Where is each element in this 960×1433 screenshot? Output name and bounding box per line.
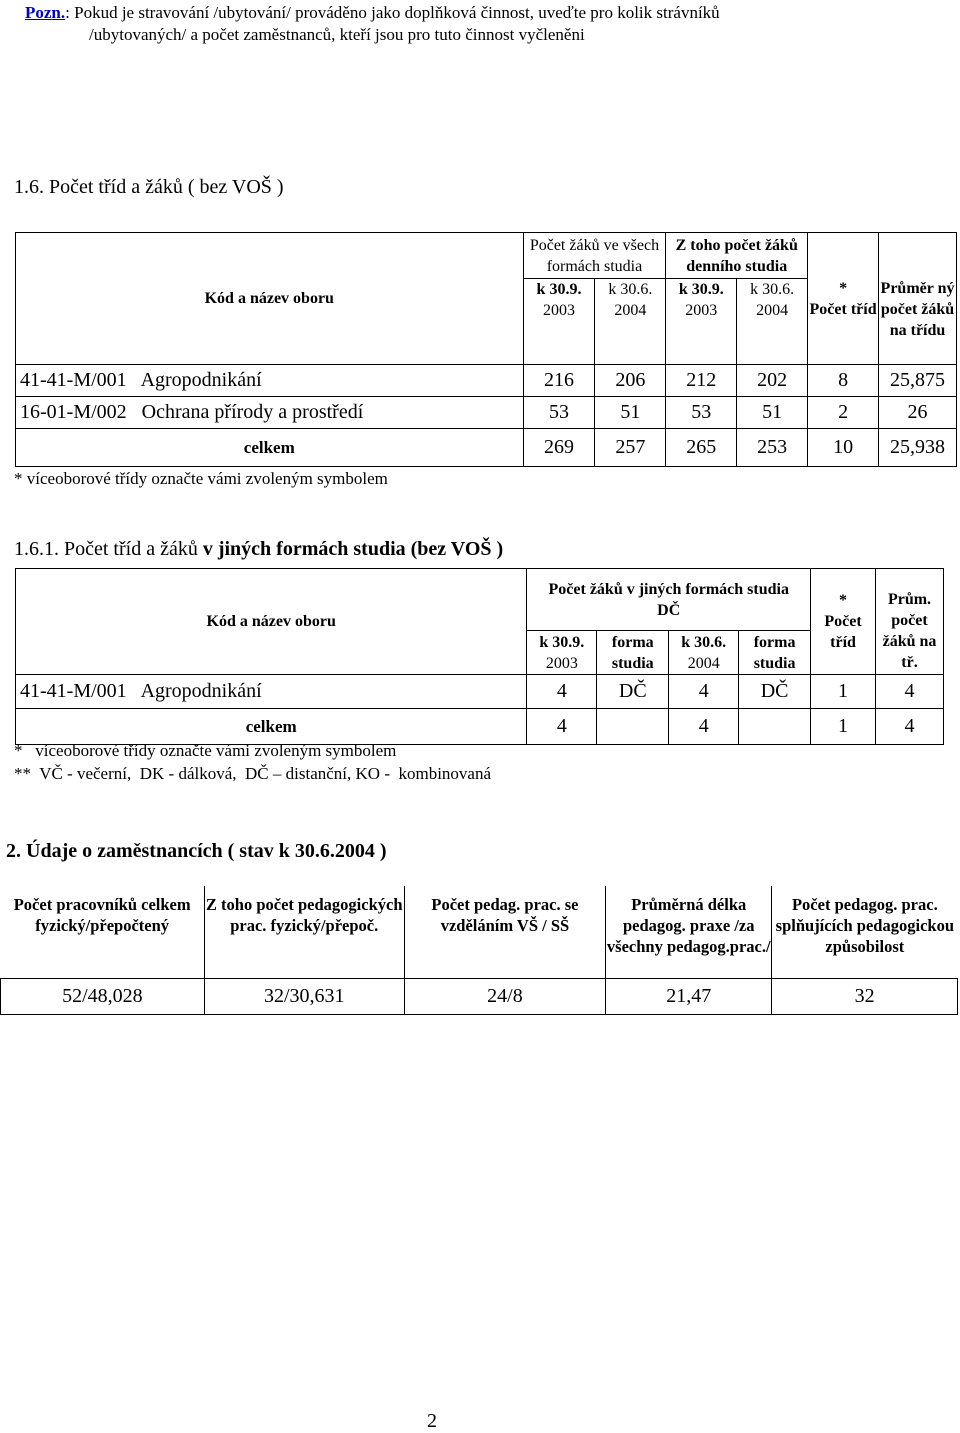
header-education: Počet pedag. prac. se vzděláním VŠ / SŠ — [404, 886, 606, 978]
row-name: Ochrana přírody a prostředí — [141, 401, 364, 423]
cell: 4 — [669, 675, 739, 709]
header-date1 — [527, 631, 597, 675]
header-form1: forma studia — [597, 631, 669, 675]
header-classes-label: Počet tříd — [824, 613, 862, 651]
cell: 1 — [811, 709, 876, 745]
cell: 25,938 — [879, 429, 957, 467]
row-code: 16-01-M/002 — [20, 401, 127, 423]
table-row — [16, 675, 944, 709]
header-other-forms — [527, 569, 811, 631]
cell: 4 — [669, 709, 739, 745]
page-number: 2 — [427, 1410, 437, 1432]
section-161-heading — [14, 538, 503, 561]
header-date1 — [523, 279, 595, 365]
header-date2-a: k 30.6. — [681, 633, 727, 651]
header-date1-a: k 30.9. — [539, 633, 585, 651]
header-avg-practice: Průměrná délka pedagog. praxe /za všechny pedagog.prac./ — [606, 886, 772, 978]
header-date4-a: k 30.6. — [750, 281, 795, 298]
cell: DČ — [597, 675, 669, 709]
header-date2-b: 2004 — [614, 302, 647, 319]
header-code: Kód a název oboru — [16, 569, 527, 675]
cell: DČ — [739, 675, 811, 709]
total-label: celkem — [16, 429, 524, 467]
header-date2 — [595, 279, 666, 365]
cell: 24/8 — [404, 978, 606, 1014]
header-date4-b: 2004 — [756, 302, 789, 319]
other-forms-table — [15, 568, 944, 745]
note: Pozn.: Pokud je stravování /ubytování/ prováděno jako doplňková činnost, uveďte pro kolik strávníků /ubytovaných/ a počet zaměstnanců, kteří jsou pro tuto činnost vyčleněni — [25, 2, 925, 46]
cell: 4 — [876, 709, 944, 745]
header-date1-b: 2003 — [543, 302, 575, 319]
cell: 8 — [808, 365, 879, 397]
row-code: 41-41-M/001 — [20, 369, 127, 391]
cell: 265 — [666, 429, 737, 467]
header-date3-b: 2003 — [685, 302, 718, 319]
cell: 269 — [523, 429, 595, 467]
cell: 52/48,028 — [1, 978, 205, 1014]
table-row — [16, 397, 957, 429]
cell: 2 — [808, 397, 879, 429]
header-form2: forma studia — [739, 631, 811, 675]
cell: 257 — [595, 429, 666, 467]
header-classes — [808, 233, 879, 365]
header-avg: Prům. počet žáků na tř. — [876, 569, 944, 675]
cell: 4 — [527, 709, 597, 745]
header-date2-b: 2004 — [687, 654, 720, 672]
cell: 202 — [737, 365, 808, 397]
header-date1-a: k 30.9. — [536, 281, 582, 298]
row-name: Agropodnikání — [140, 369, 262, 391]
cell: 216 — [523, 365, 595, 397]
footnote-2: ** VČ - večerní, DK - dálková, DČ – distanční, KO - kombinovaná — [14, 764, 492, 783]
header-qualified: Počet pedagog. prac. splňujících pedagogickou způsobilost — [772, 886, 958, 978]
cell: 51 — [595, 397, 666, 429]
section-161-heading-b: v jiných formách studia (bez VOŠ ) — [202, 538, 504, 560]
total-label: celkem — [16, 709, 527, 745]
classes-table — [15, 232, 957, 467]
cell: 51 — [737, 397, 808, 429]
header-classes-star: * — [839, 279, 848, 297]
cell: 4 — [876, 675, 944, 709]
header-classes — [811, 569, 876, 675]
header-date2-a: k 30.6. — [608, 281, 653, 298]
footnote-1: * víceoborové třídy označte vámi zvoleným symbolem — [14, 741, 397, 760]
header-of-which-day: Z toho počet žáků denního studia — [666, 233, 808, 279]
header-employees-total: Počet pracovníků celkem fyzický/přepočtený — [1, 886, 205, 978]
row-code: 41-41-M/001 — [20, 680, 127, 702]
cell: 53 — [666, 397, 737, 429]
header-date3-a: k 30.9. — [678, 281, 724, 298]
header-classes-star: * — [839, 592, 848, 609]
header-date4 — [737, 279, 808, 365]
row-code-name — [16, 365, 524, 397]
cell: 4 — [527, 675, 597, 709]
row-code-name — [16, 675, 527, 709]
header-pedagogical: Z toho počet pedagogických prac. fyzický/přepoč. — [204, 886, 404, 978]
cell: 10 — [808, 429, 879, 467]
header-all-forms: Počet žáků ve všech formách studia — [523, 233, 666, 279]
employees-table — [0, 886, 958, 1015]
cell: 32/30,631 — [204, 978, 404, 1014]
note-text-line1: Pokud je stravování /ubytování/ prováděno jako doplňková činnost, uveďte pro kolik strávníků — [69, 3, 720, 22]
header-date2 — [669, 631, 739, 675]
row-code-name — [16, 397, 524, 429]
note-label: Pozn. — [25, 3, 66, 22]
header-date3 — [666, 279, 737, 365]
section-16-heading: 1.6. Počet tříd a žáků ( bez VOŠ ) — [14, 176, 284, 198]
section-161-heading-a: 1.6.1. Počet tříd a žáků — [14, 538, 203, 560]
footnote: * víceoborové třídy označte vámi zvoleným symbolem — [14, 469, 388, 488]
cell: 26 — [879, 397, 957, 429]
cell: 25,875 — [879, 365, 957, 397]
header-date1-b: 2003 — [545, 654, 578, 672]
cell: 253 — [737, 429, 808, 467]
header-other-forms-label: Počet žáků v jiných formách studia — [548, 580, 789, 598]
table-row — [16, 365, 957, 397]
note-text-line2: /ubytovaných/ a počet zaměstnanců, kteří jsou pro tuto činnost vyčleněni — [89, 25, 585, 44]
header-dc: DČ — [657, 601, 681, 619]
cell: 212 — [666, 365, 737, 397]
cell: 206 — [595, 365, 666, 397]
header-code: Kód a název oboru — [16, 233, 524, 365]
row-name: Agropodnikání — [140, 680, 262, 702]
cell: 21,47 — [606, 978, 772, 1014]
section-2-heading: 2. Údaje o zaměstnancích ( stav k 30.6.2004 ) — [6, 840, 387, 862]
cell: 53 — [523, 397, 595, 429]
total-row — [16, 429, 957, 467]
cell: 32 — [772, 978, 958, 1014]
cell-empty — [739, 709, 811, 745]
header-classes-label: Počet tříd — [809, 300, 877, 318]
header-avg: Průměr ný počet žáků na třídu — [879, 233, 957, 365]
table-row — [1, 978, 958, 1014]
cell-empty — [597, 709, 669, 745]
cell: 1 — [811, 675, 876, 709]
